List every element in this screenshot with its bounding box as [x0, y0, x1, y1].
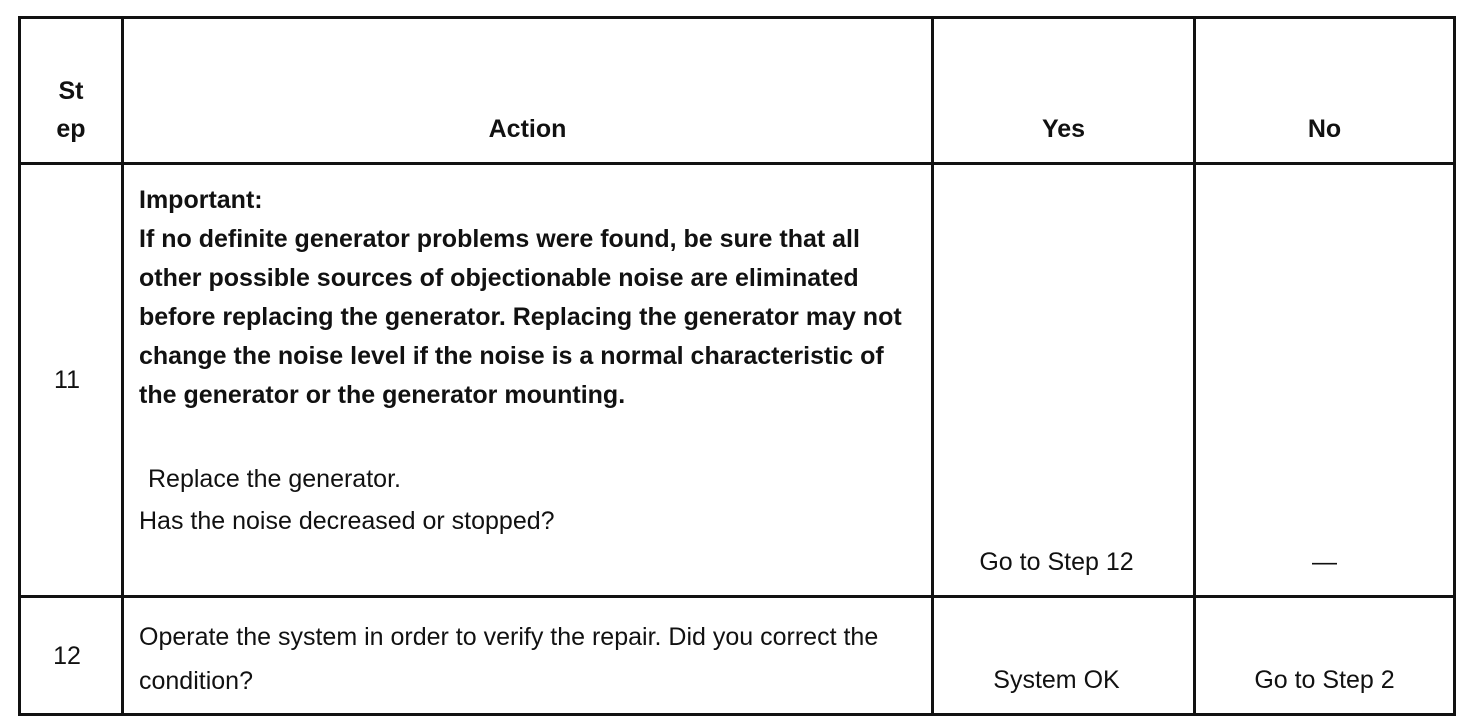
action-cell [123, 164, 933, 597]
header-step [20, 18, 123, 164]
action-cell [123, 597, 933, 715]
action-text: Operate the system in order to verify the repair. Did you correct the condition? [139, 623, 879, 695]
instruction-text: Replace the generator. [148, 465, 401, 493]
important-text: If no definite generator problems were found, be sure that all other possible sources of objectionable noise are eliminated before replacing the generator. Replacing the generator may not change the noise level if the noise is a normal characteristic of the generator or the generator mounting. [139, 225, 902, 409]
header-action: Action [123, 18, 933, 164]
yes-result: Go to Step 12 [933, 164, 1195, 597]
diagnostic-table [18, 16, 1456, 716]
step-number: 11 [20, 164, 123, 597]
header-no: No [1195, 18, 1455, 164]
no-result: — [1195, 164, 1455, 597]
header-row [20, 18, 1455, 164]
header-yes: Yes [933, 18, 1195, 164]
step-number: 12 [20, 597, 123, 715]
yes-result: System OK [933, 597, 1195, 715]
header-step-line2: ep [56, 115, 86, 143]
question-text: Has the noise decreased or stopped? [139, 507, 555, 535]
no-result: Go to Step 2 [1195, 597, 1455, 715]
header-step-line1: St [58, 77, 84, 105]
important-note [139, 181, 921, 415]
table-row [20, 164, 1455, 597]
table-row [20, 597, 1455, 715]
important-title: Important: [139, 186, 263, 214]
